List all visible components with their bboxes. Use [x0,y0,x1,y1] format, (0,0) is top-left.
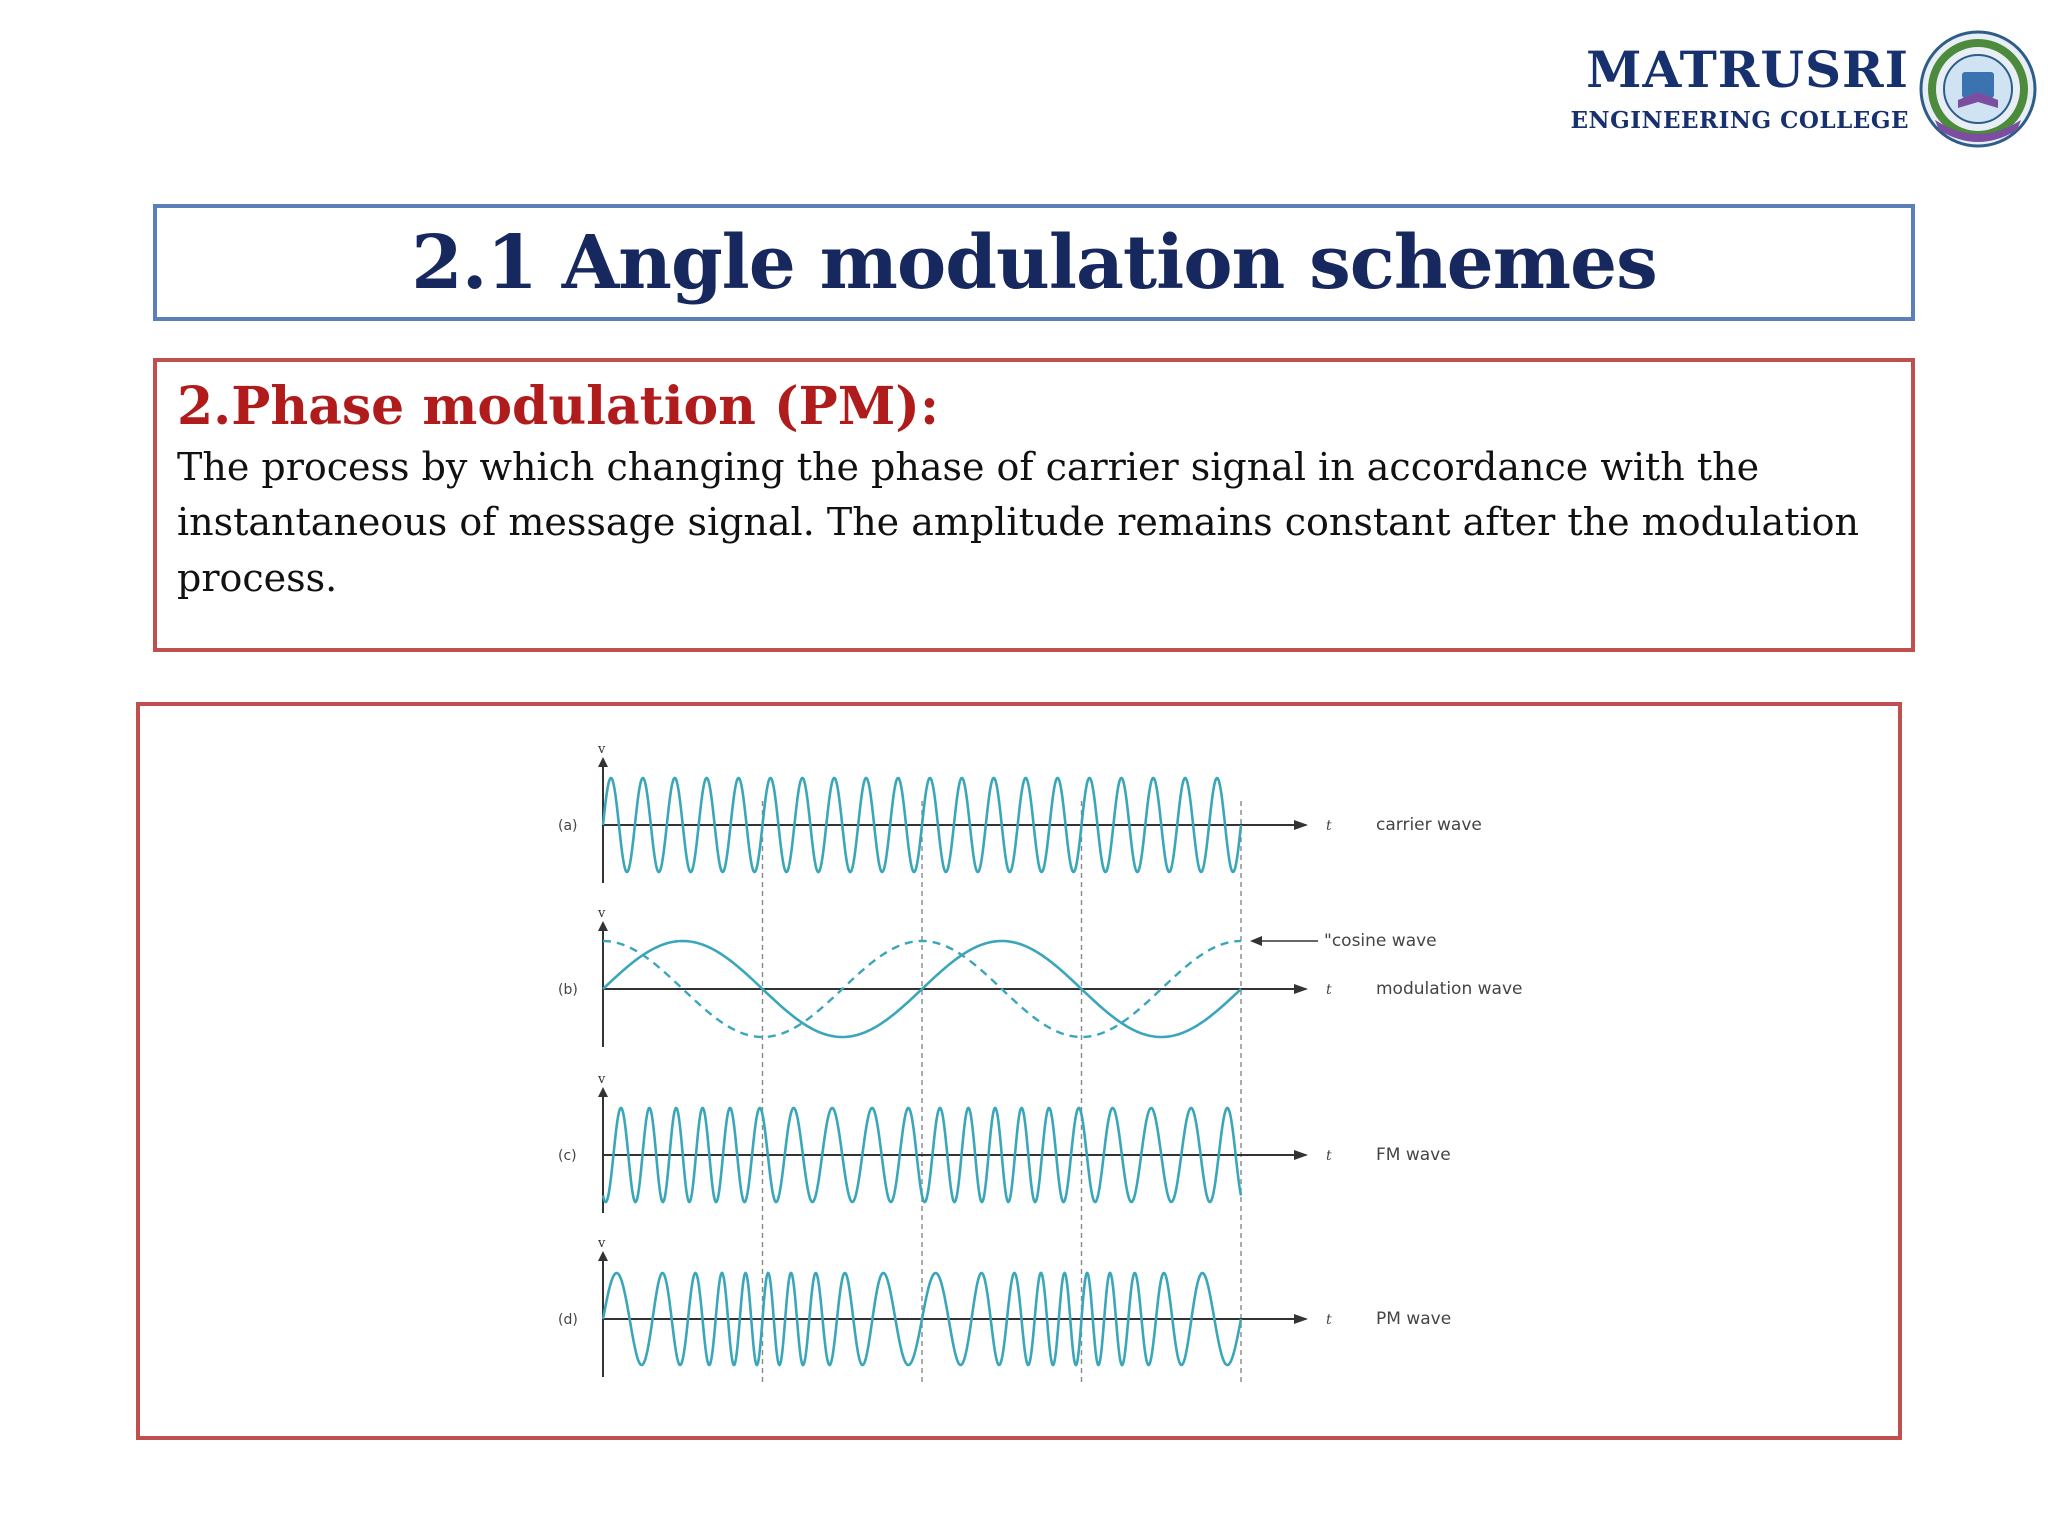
t-axis-arrow [1294,1150,1308,1160]
wave-label: modulation wave [1376,979,1523,999]
cosine-wave-label: "cosine wave [1324,931,1437,951]
college-seal-icon [1917,28,2039,150]
t-axis-label: t [1326,982,1332,998]
definition-box [153,358,1915,652]
panel-a [558,742,1482,883]
panel-b [558,906,1522,1047]
v-axis-arrow [598,1087,608,1097]
v-axis-label: v [598,1236,606,1251]
v-axis-arrow [598,757,608,767]
college-logo [1571,28,2039,150]
v-axis-label: v [598,1072,606,1087]
v-axis-arrow [598,1251,608,1261]
wave-label: FM wave [1376,1145,1451,1165]
v-axis-arrow [598,921,608,931]
wave-label: PM wave [1376,1309,1452,1329]
v-axis-label: v [598,742,606,757]
panel-tag: (a) [558,818,578,834]
title-box [153,204,1915,321]
panel-tag: (c) [558,1148,577,1164]
t-axis-label: t [1326,1148,1332,1164]
t-axis-arrow [1294,984,1308,994]
wave-label: carrier wave [1376,815,1482,835]
t-axis-arrow [1294,1314,1308,1324]
page-title: 2.1 Angle modulation schemes [411,219,1657,306]
logo-subtitle: ENGINEERING COLLEGE [1570,106,1909,134]
panel-d [558,1236,1451,1377]
figure-box [136,702,1902,1440]
modulation-waveforms-figure [140,706,1898,1436]
t-axis-arrow [1294,820,1308,830]
t-axis-label: t [1326,818,1332,834]
v-axis-label: v [598,906,606,921]
t-axis-label: t [1326,1312,1332,1328]
definition-body: The process by which changing the phase of carrier signal in accordance with the instantaneous of message signal. The amplitude remains constant after the modulation process. [177,445,1859,600]
definition-heading: 2.Phase modulation (PM): [177,376,940,437]
cosine-pointer-arrow [1250,936,1262,946]
panel-tag: (d) [558,1312,578,1328]
logo-name: MATRUSRI [1586,39,1909,99]
panel-tag: (b) [558,982,578,998]
panel-c [558,1072,1451,1213]
